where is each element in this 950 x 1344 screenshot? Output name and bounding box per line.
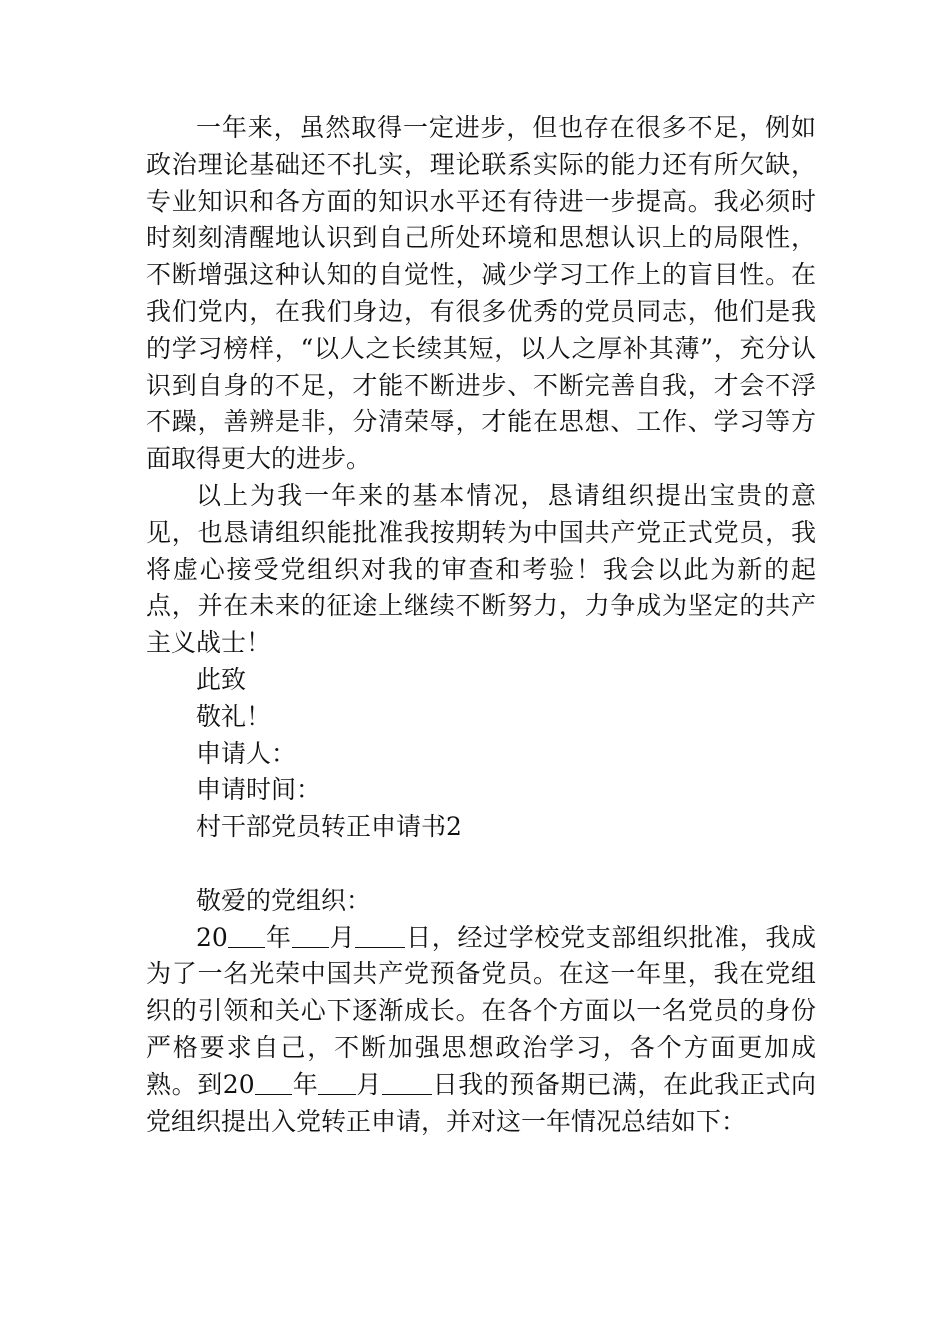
probation-text: 日，经过学校党支部组织批准，我成为了一名光荣中国共产党预备党员。在这一年里，我在党组织的引领和关心下逐渐成长。在各个方面以一名党员的身份严格要求自己，不断加强思想政治学习，各个方面更加成熟。到20: [146, 922, 816, 1099]
day-blank: [355, 922, 405, 948]
blank-line: [146, 846, 816, 883]
year-blank: [228, 922, 266, 948]
month2-blank: [318, 1069, 356, 1095]
year2-suffix: 年: [292, 1069, 319, 1099]
month-suffix: 月: [329, 922, 356, 952]
month-blank: [292, 922, 330, 948]
applicant-label: 申请人：: [196, 738, 297, 768]
year-suffix: 年: [265, 922, 292, 952]
closing-respectfully: 此致: [196, 664, 247, 694]
day2-blank: [382, 1069, 432, 1095]
application-date-label: 申请时间：: [196, 775, 322, 805]
paragraph-request: 以上为我一年来的基本情况，恳请组织提出宝贵的意见，也恳请组织能批准我按期转为中国共产党正式党员，我将虚心接受党组织对我的审查和考验！我会以此为新的起点，并在未来的征途上继续不断努力，力争成为坚定的共产主义战士！: [146, 480, 816, 658]
month2-suffix: 月: [355, 1069, 383, 1099]
year2-blank: [255, 1069, 293, 1095]
probation-end-text: 日我的预备期已满，在此我正式向党组织提出入党转正申请，并对这一年情况总结如下：: [146, 1069, 816, 1136]
section-title: 村干部党员转正申请书2: [196, 812, 462, 842]
salutation: 敬爱的党组织：: [196, 885, 372, 915]
paragraph-probation: [146, 920, 816, 1141]
document-body: [146, 110, 816, 1140]
paragraph-shortcomings: 一年来，虽然取得一定进步，但也存在很多不足，例如政治理论基础还不扎实，理论联系实际的能力还有所欠缺，专业知识和各方面的知识水平还有待进一步提高。我必须时时刻刻清醒地认识到自己所处环境和思想认识上的局限性，不断增强这种认知的自觉性，减少学习工作上的盲目性。在我们党内，在我们身边，有很多优秀的党员同志，他们是我的学习榜样，“以人之长续其短，以人之厚补其薄”，充分认识到自身的不足，才能不断进步、不断完善自我，才会不浮不躁，善辨是非，分清荣辱，才能在思想、工作、学习等方面取得更大的进步。: [146, 113, 816, 474]
year-prefix: 20: [196, 922, 228, 952]
closing-salute: 敬礼！: [196, 701, 272, 731]
